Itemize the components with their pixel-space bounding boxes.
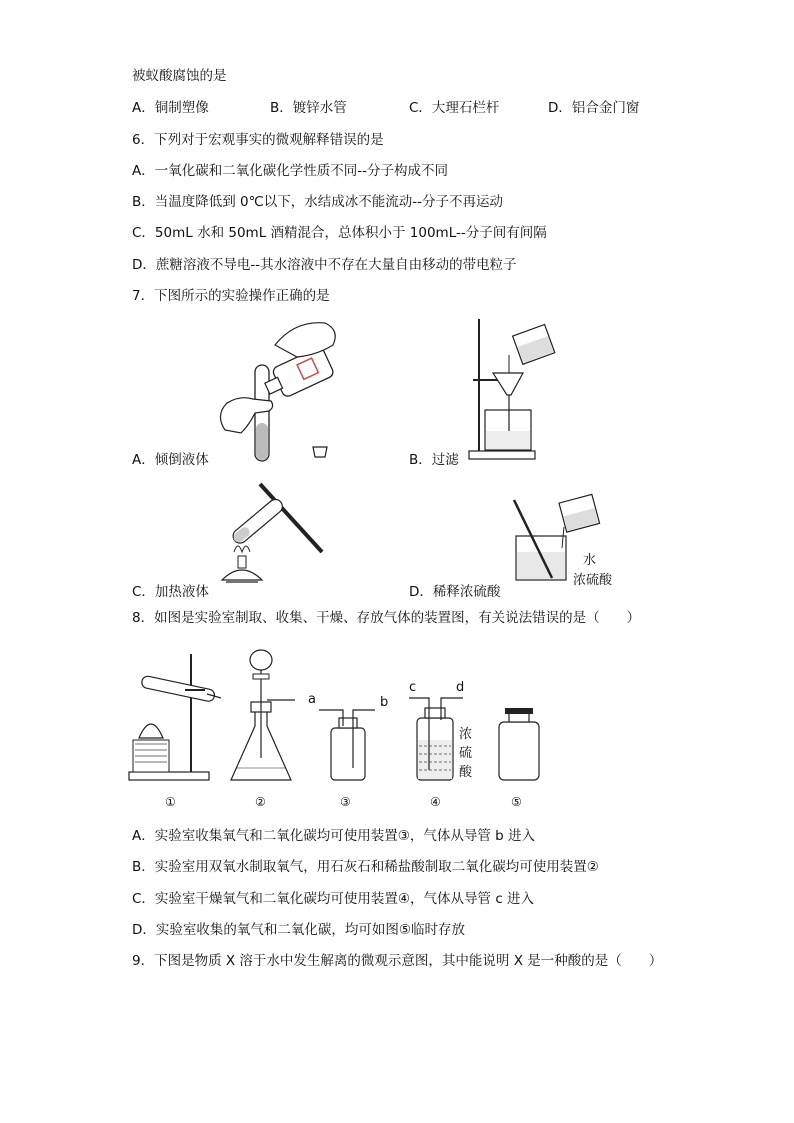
q8-option-a: A．实验室收集氧气和二氧化碳均可使用装置③，气体从导管 b 进入	[132, 828, 535, 844]
label-water: 水	[583, 553, 597, 568]
label-conc-sulfuric-acid: 浓硫酸	[573, 573, 613, 587]
q8-option-c: C．实验室干燥氧气和二氧化碳均可使用装置④，气体从导管 c 进入	[132, 891, 535, 907]
apparatus-1	[129, 654, 221, 780]
heating-liquid-figure	[212, 480, 327, 590]
gas-apparatus-figure	[125, 640, 555, 812]
filtration-figure	[465, 315, 560, 463]
apparatus-number-3: ③	[340, 795, 351, 809]
apparatus-4	[409, 680, 473, 780]
question-7-stem: 7．下图所示的实验操作正确的是	[132, 288, 330, 304]
q6-option-c: C．50mL 水和 50mL 酒精混合，总体积小于 100mL--分子间有间隔	[132, 225, 547, 241]
q5-option-d: D．铝合金门窗	[548, 100, 640, 116]
q5-option-c: C．大理石栏杆	[409, 100, 500, 116]
tube-label-d: d	[456, 680, 465, 695]
question-8-stem: 8．如图是实验室制取、收集、干燥、存放气体的装置图，有关说法错误的是（ ）	[132, 610, 641, 626]
apparatus-3	[308, 692, 388, 780]
apparatus-number-1: ①	[165, 795, 176, 809]
apparatus-5	[499, 708, 539, 780]
label-conc-2: 硫	[459, 746, 473, 761]
q8-option-b: B．实验室用双氧水制取氧气，用石灰石和稀盐酸制取二氧化碳均可使用装置②	[132, 859, 599, 875]
apparatus-2	[231, 650, 295, 780]
question-5-stem-tail: 被蚁酸腐蚀的是	[132, 68, 227, 84]
q6-option-a: A．一氧化碳和二氧化碳化学性质不同--分子构成不同	[132, 163, 448, 179]
tube-label-c: c	[409, 680, 417, 695]
dilute-acid-figure	[510, 492, 620, 587]
q7-option-a: A．倾倒液体	[132, 452, 209, 468]
question-6-stem: 6．下列对于宏观事实的微观解释错误的是	[132, 132, 384, 148]
q7-option-b: B．过滤	[409, 452, 459, 468]
q7-option-c: C．加热液体	[132, 584, 209, 600]
q8-option-d: D．实验室收集的氧气和二氧化碳，均可如图⑤临时存放	[132, 922, 465, 938]
apparatus-number-4: ④	[430, 795, 441, 809]
q5-option-a: A．铜制塑像	[132, 100, 209, 116]
q6-option-b: B．当温度降低到 0℃以下，水结成冰不能流动--分子不再运动	[132, 194, 504, 210]
q6-option-d: D．蔗糖溶液不导电--其水溶液中不存在大量自由移动的带电粒子	[132, 257, 517, 273]
question-9-stem: 9．下图是物质 X 溶于水中发生解离的微观示意图，其中能说明 X 是一种酸的是（ ）	[132, 953, 663, 969]
apparatus-number-5: ⑤	[511, 795, 522, 809]
apparatus-number-2: ②	[255, 795, 266, 809]
pouring-liquid-figure	[205, 315, 345, 467]
q5-option-b: B．镀锌水管	[270, 100, 347, 116]
tube-label-a: a	[308, 692, 316, 707]
label-conc-1: 浓	[459, 727, 473, 742]
label-conc-3: 酸	[459, 765, 473, 780]
tube-label-b: b	[380, 695, 389, 710]
q7-option-d: D．稀释浓硫酸	[409, 584, 501, 600]
